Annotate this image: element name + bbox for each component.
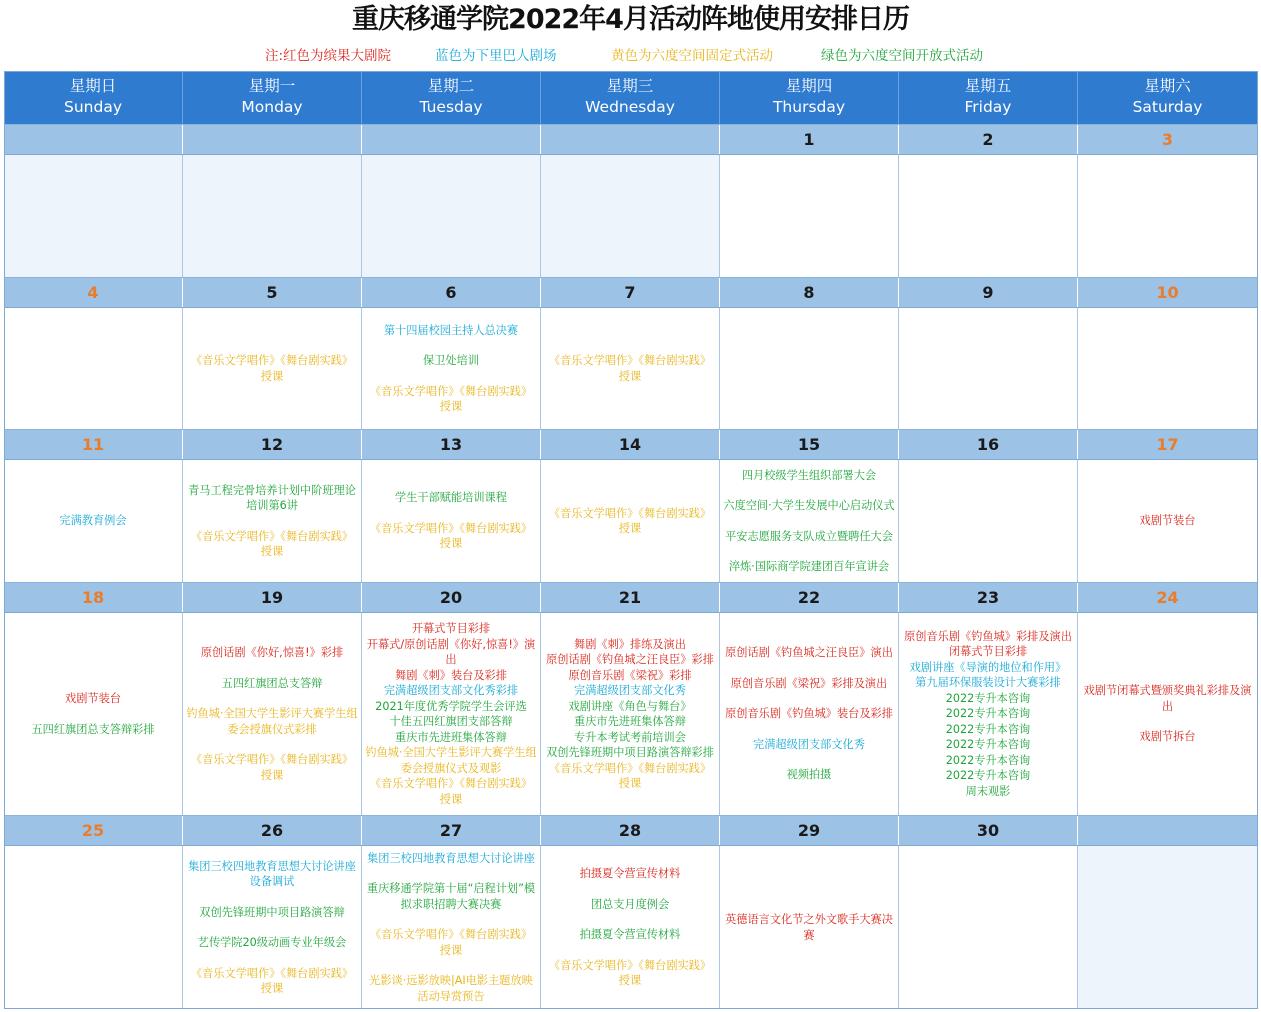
date-number: 5 xyxy=(183,278,362,307)
date-row xyxy=(4,124,1258,155)
date-row xyxy=(4,582,1258,613)
weekday-header-thursday xyxy=(720,71,899,124)
event-item[interactable]: 五四红旗团总支答辩彩排 xyxy=(31,722,155,736)
weekday-cn: 星期二 xyxy=(427,77,475,95)
date-row xyxy=(4,277,1258,308)
event-item[interactable]: 戏剧节装台 xyxy=(1139,514,1196,528)
calendar-grid xyxy=(4,71,1258,1009)
event-item[interactable]: 学生干部赋能培训课程 xyxy=(395,491,507,505)
date-number: 12 xyxy=(183,430,362,459)
event-item[interactable]: 《音乐文学唱作》《舞台剧实践》授课 xyxy=(548,354,712,383)
event-item[interactable]: 《音乐文学唱作》《舞台剧实践》授课 xyxy=(369,928,533,957)
date-row xyxy=(4,815,1258,846)
date-row xyxy=(4,429,1258,460)
event-item[interactable]: 原创话剧《你好,惊喜!》彩排 xyxy=(200,646,344,659)
date-number: 3 xyxy=(1078,125,1258,154)
event-item[interactable]: 2022专升本咨询 xyxy=(945,707,1031,721)
date-number: 11 xyxy=(4,430,183,459)
legend-red: 注:红色为缤果大剧院 xyxy=(265,48,392,64)
color-legend xyxy=(0,45,1261,67)
day-cell-10[interactable] xyxy=(1078,308,1258,429)
weekday-en: Tuesday xyxy=(419,98,483,116)
day-cell-28[interactable] xyxy=(541,846,720,1009)
weekday-en: Friday xyxy=(964,98,1012,116)
weekday-header-sunday xyxy=(4,71,183,124)
weekday-header-wednesday xyxy=(541,71,720,124)
event-item[interactable]: 艺传学院20级动画专业年级会 xyxy=(197,936,347,949)
legend-green: 绿色为六度空间开放式活动 xyxy=(821,48,983,64)
day-cell-empty[interactable] xyxy=(183,155,362,277)
day-cell-11[interactable] xyxy=(4,460,183,582)
event-item[interactable]: 《音乐文学唱作》《舞台剧实践》授课 xyxy=(369,384,533,413)
day-cell-empty[interactable] xyxy=(1078,846,1258,1009)
event-item[interactable]: 重庆市先进班集体答辩 xyxy=(574,715,686,728)
day-cell-15[interactable] xyxy=(720,460,899,582)
event-item[interactable]: 周末观影 xyxy=(965,784,1011,798)
event-item[interactable]: 戏剧节闭幕式暨颁奖典礼彩排及演出 xyxy=(1083,684,1252,713)
day-cell-8[interactable] xyxy=(720,308,899,429)
date-number: 7 xyxy=(541,278,720,307)
date-number: 17 xyxy=(1078,430,1258,459)
event-item[interactable]: 青马工程完骨培养计划中阶班理论培训第6讲 xyxy=(188,483,356,512)
day-cell-30[interactable] xyxy=(899,846,1078,1009)
day-cell-empty[interactable] xyxy=(4,155,183,277)
date-number: 26 xyxy=(183,816,362,845)
event-item[interactable]: 完满超级团支部文化秀彩排 xyxy=(383,684,519,697)
date-number: 8 xyxy=(720,278,899,307)
event-item[interactable]: 集团三校四地教育思想大讨论讲座设备调试 xyxy=(188,859,356,888)
weekday-header-tuesday xyxy=(362,71,541,124)
date-number: 24 xyxy=(1078,583,1258,612)
event-item[interactable]: 《音乐文学唱作》《舞台剧实践》授课 xyxy=(369,777,533,806)
event-item[interactable]: 《音乐文学唱作》《舞台剧实践》授课 xyxy=(548,761,712,790)
event-item[interactable]: 双创先锋班期中项目路演答辩彩排 xyxy=(546,746,714,759)
date-number: 13 xyxy=(362,430,541,459)
date-number xyxy=(1078,816,1258,845)
day-cell-25[interactable] xyxy=(4,846,183,1009)
weekday-en: Wednesday xyxy=(585,98,675,116)
date-number: 30 xyxy=(899,816,1078,845)
day-cell-1[interactable] xyxy=(720,155,899,277)
day-cell-20[interactable] xyxy=(362,613,541,815)
day-cell-12[interactable] xyxy=(183,460,362,582)
event-item[interactable]: 英德语言文化节之外文歌手大赛决赛 xyxy=(725,913,893,942)
date-number: 9 xyxy=(899,278,1078,307)
weekday-cn: 星期日 xyxy=(69,77,117,95)
date-number xyxy=(541,125,720,154)
event-item[interactable]: 《音乐文学唱作》《舞台剧实践》授课 xyxy=(548,506,712,535)
date-number: 16 xyxy=(899,430,1078,459)
event-item[interactable]: 原创话剧《钓鱼城之汪良臣》演出 xyxy=(725,646,893,660)
event-item[interactable]: 钓鱼城·全国大学生影评大赛学生组委会授旗仪式及观影 xyxy=(365,746,537,775)
event-item[interactable]: 《音乐文学唱作》《舞台剧实践》授课 xyxy=(190,354,354,383)
event-item[interactable]: 集团三校四地教育思想大讨论讲座 xyxy=(367,851,535,865)
day-cell-5[interactable] xyxy=(183,308,362,429)
date-number xyxy=(4,125,183,154)
date-number: 19 xyxy=(183,583,362,612)
event-item[interactable]: 《音乐文学唱作》《舞台剧实践》授课 xyxy=(548,958,712,988)
date-number: 4 xyxy=(4,278,183,307)
event-item[interactable]: 专升本考试考前培训会 xyxy=(574,730,686,744)
event-item[interactable]: 平安志愿服务支队成立暨聘任大会 xyxy=(725,529,893,543)
weekday-cn: 星期五 xyxy=(964,77,1012,95)
day-cell-13[interactable] xyxy=(362,460,541,582)
event-item[interactable]: 拍摄夏令营宣传材料 xyxy=(579,928,681,942)
event-item[interactable]: 钓鱼城·全国大学生影评大赛学生组委会授旗仪式彩排 xyxy=(186,707,358,736)
event-item[interactable]: 原创话剧《钓鱼城之汪良臣》彩排 xyxy=(546,653,714,666)
weekday-en: Monday xyxy=(241,98,303,116)
day-cell-27[interactable] xyxy=(362,846,541,1009)
date-number: 2 xyxy=(899,125,1078,154)
date-number: 1 xyxy=(720,125,899,154)
event-item[interactable]: 淬炼·国际商学院建团百年宣讲会 xyxy=(728,560,890,573)
event-item[interactable]: 开幕式节目彩排 xyxy=(411,622,491,635)
event-item[interactable]: 2022专升本咨询 xyxy=(945,691,1031,705)
event-item[interactable]: 重庆移通学院第十届“启程计划”模拟求职招聘大赛决赛 xyxy=(366,882,536,911)
date-number: 21 xyxy=(541,583,720,612)
event-item[interactable]: 十佳五四红旗团支部答辩 xyxy=(389,715,513,728)
weekday-cn: 星期一 xyxy=(248,77,296,95)
event-item[interactable]: 舞剧《刺》装台及彩排 xyxy=(395,668,507,682)
date-number: 10 xyxy=(1078,278,1258,307)
event-item[interactable]: 2022专升本咨询 xyxy=(945,753,1031,767)
event-item[interactable]: 2022专升本咨询 xyxy=(945,738,1031,752)
event-item[interactable]: 《音乐文学唱作》《舞台剧实践》授课 xyxy=(190,529,354,558)
event-item[interactable]: 2022专升本咨询 xyxy=(945,722,1031,736)
event-item[interactable]: 四月校级学生组织部署大会 xyxy=(741,468,877,482)
day-cell-14[interactable] xyxy=(541,460,720,582)
event-item[interactable]: 团总支月度例会 xyxy=(590,897,670,911)
event-item[interactable]: 戏剧节拆台 xyxy=(1139,730,1196,744)
day-cell-2[interactable] xyxy=(899,155,1078,277)
date-number: 20 xyxy=(362,583,541,612)
day-cell-17[interactable] xyxy=(1078,460,1258,582)
event-item[interactable]: 视频拍摄 xyxy=(786,768,832,782)
day-cell-7[interactable] xyxy=(541,308,720,429)
event-item[interactable]: 原创音乐剧《梁祝》彩排及演出 xyxy=(730,676,888,690)
weekday-header-saturday xyxy=(1078,71,1258,124)
event-item[interactable]: 第十四届校园主持人总决赛 xyxy=(383,323,519,337)
day-cell-22[interactable] xyxy=(720,613,899,815)
date-number: 25 xyxy=(4,816,183,845)
day-cell-26[interactable] xyxy=(183,846,362,1009)
event-item[interactable]: 戏剧讲座《角色与舞台》 xyxy=(568,699,692,713)
weekday-header-friday xyxy=(899,71,1078,124)
event-item[interactable]: 六度空间·大学生发展中心启动仪式 xyxy=(723,499,895,512)
event-item[interactable]: 《音乐文学唱作》《舞台剧实践》授课 xyxy=(190,753,354,782)
event-item[interactable]: 开幕式/原创话剧《你好,惊喜!》演出 xyxy=(366,637,536,666)
event-item[interactable]: 重庆市先进班集体答辩 xyxy=(395,730,507,744)
event-item[interactable]: 保卫处培训 xyxy=(423,354,479,367)
weekday-en: Thursday xyxy=(772,98,846,116)
legend-blue: 蓝色为下里巴人剧场 xyxy=(435,48,557,64)
day-cell-18[interactable] xyxy=(4,613,183,815)
event-item[interactable]: 原创音乐剧《钓鱼城》彩排及演出 xyxy=(904,629,1072,643)
weekday-en: Saturday xyxy=(1132,98,1203,116)
event-item[interactable]: 原创音乐剧《钓鱼城》装台及彩排 xyxy=(725,707,893,721)
event-item[interactable]: 完满教育例会 xyxy=(59,514,127,528)
date-number: 23 xyxy=(899,583,1078,612)
day-cell-empty[interactable] xyxy=(541,155,720,277)
date-number: 6 xyxy=(362,278,541,307)
day-cell-4[interactable] xyxy=(4,308,183,429)
event-item[interactable]: 《音乐文学唱作》《舞台剧实践》授课 xyxy=(190,966,354,995)
event-item[interactable]: 2021年度优秀学院学生会评选 xyxy=(375,699,527,713)
weekday-en: Sunday xyxy=(64,98,122,116)
event-item[interactable]: 舞剧《刺》排练及演出 xyxy=(574,637,686,651)
event-item[interactable]: 第九届环保服装设计大赛彩排 xyxy=(915,676,1061,690)
event-item[interactable]: 原创音乐剧《梁祝》彩排 xyxy=(568,668,692,682)
day-cell-9[interactable] xyxy=(899,308,1078,429)
day-cell-19[interactable] xyxy=(183,613,362,815)
event-item[interactable]: 双创先锋班期中项目路演答辩 xyxy=(199,905,345,919)
weekday-cn: 星期三 xyxy=(606,77,654,95)
day-cell-3[interactable] xyxy=(1078,155,1258,277)
date-number: 15 xyxy=(720,430,899,459)
event-item[interactable]: 拍摄夏令营宣传材料 xyxy=(579,867,681,881)
day-cell-21[interactable] xyxy=(541,613,720,815)
day-cell-6[interactable] xyxy=(362,308,541,429)
date-number xyxy=(362,125,541,154)
day-cell-empty[interactable] xyxy=(362,155,541,277)
day-cell-16[interactable] xyxy=(899,460,1078,582)
event-item[interactable]: 五四红旗团总支答辩 xyxy=(221,676,323,690)
day-cell-29[interactable] xyxy=(720,846,899,1009)
weekday-cn: 星期四 xyxy=(785,77,833,95)
date-number: 14 xyxy=(541,430,720,459)
day-cell-23[interactable] xyxy=(899,613,1078,815)
date-number: 18 xyxy=(4,583,183,612)
event-item[interactable]: 完满超级团支部文化秀 xyxy=(753,737,865,751)
event-item[interactable]: 《音乐文学唱作》《舞台剧实践》授课 xyxy=(369,521,533,551)
event-item[interactable]: 完满超级团支部文化秀 xyxy=(574,684,686,697)
event-item[interactable]: 戏剧讲座《导演的地位和作用》 xyxy=(909,660,1067,674)
date-number: 22 xyxy=(720,583,899,612)
event-item[interactable]: 2022专升本咨询 xyxy=(945,769,1031,783)
weekday-cn: 星期六 xyxy=(1144,77,1191,95)
date-number xyxy=(183,125,362,154)
event-item[interactable]: 光影谈·远影放映|AI电影主题放映活动导赏预告 xyxy=(369,974,533,1003)
weekday-header-monday xyxy=(183,71,362,124)
date-number: 29 xyxy=(720,816,899,845)
event-item[interactable]: 戏剧节装台 xyxy=(65,692,121,705)
date-number: 27 xyxy=(362,816,541,845)
event-item[interactable]: 闭幕式节目彩排 xyxy=(948,645,1028,659)
calendar-title: 重庆移通学院2022年4月活动阵地使用安排日历 xyxy=(352,4,909,35)
legend-yellow: 黄色为六度空间固定式活动 xyxy=(611,48,773,64)
day-cell-24[interactable] xyxy=(1078,613,1258,815)
date-number: 28 xyxy=(541,816,720,845)
